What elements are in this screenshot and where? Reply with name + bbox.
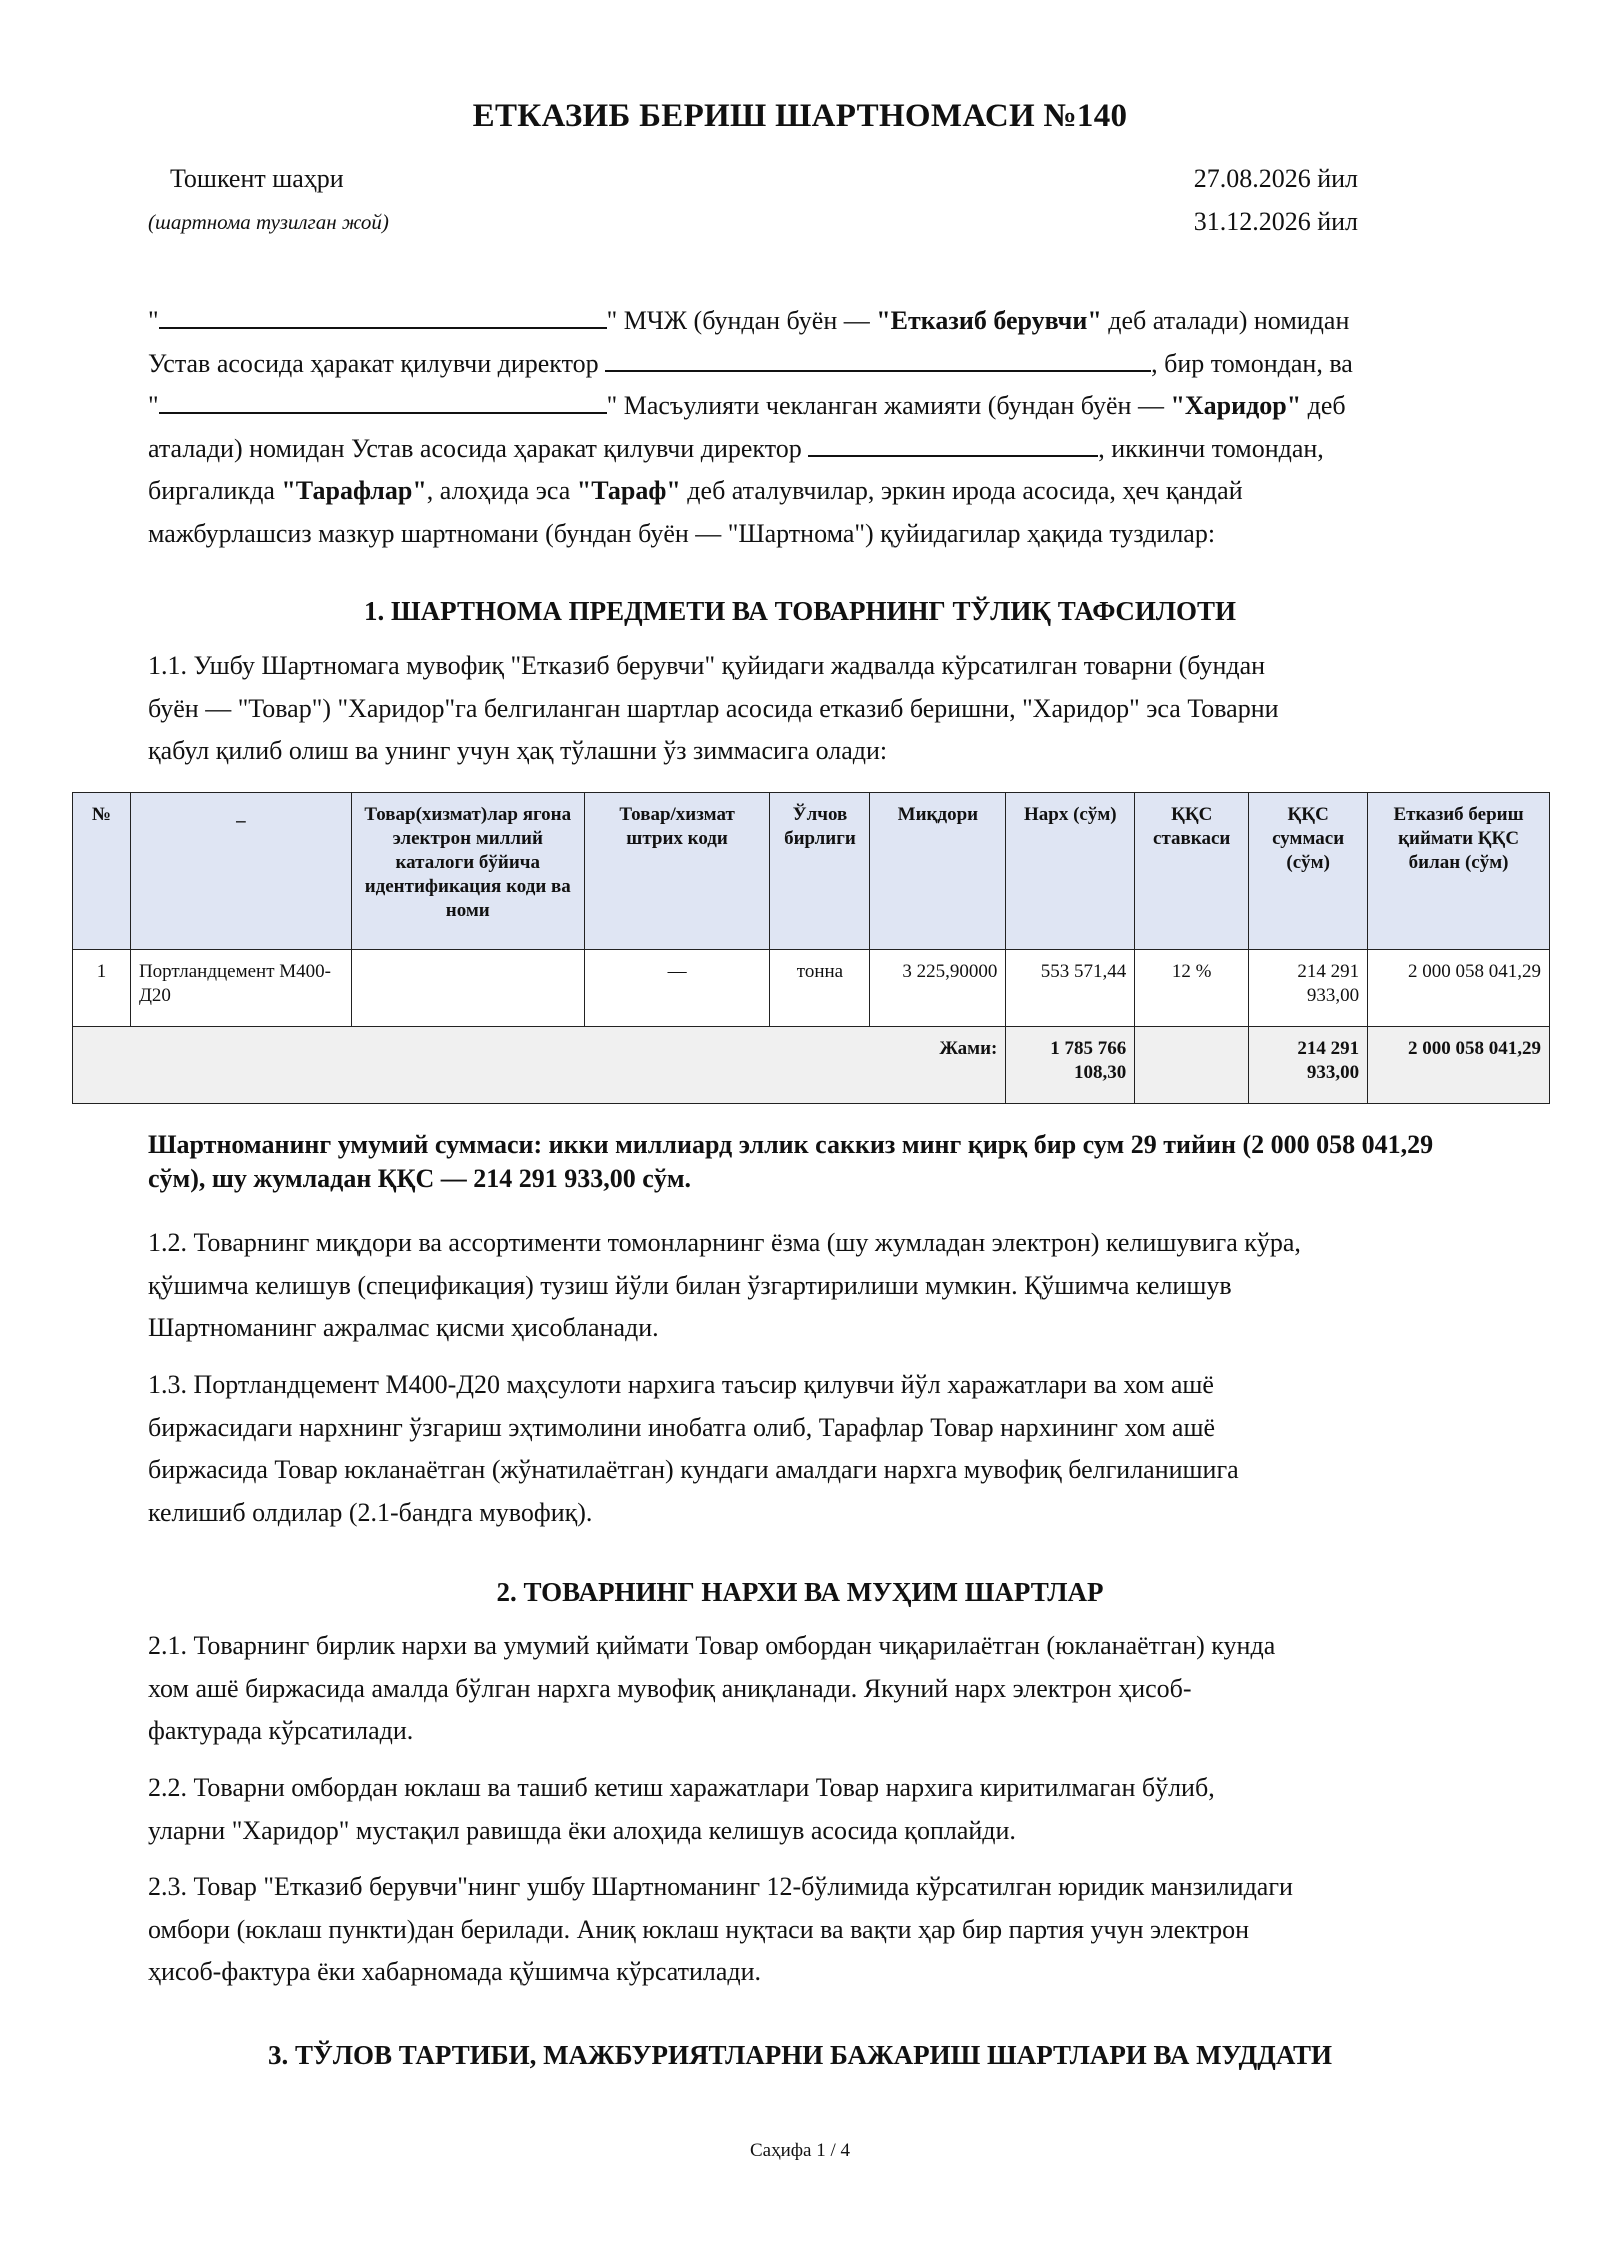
col-header-catalog: Товар(хизмат)лар ягона электрон миллий каталоги бўйича идентификация коди ва номи	[351, 793, 584, 950]
col-header-number: №	[73, 793, 131, 950]
col-header-vat-rate: ҚҚС ставкаси	[1135, 793, 1249, 950]
cell-number: 1	[73, 950, 131, 1027]
col-header-unit: Ўлчов бирлиги	[770, 793, 870, 950]
supplier-name-blank	[159, 300, 607, 329]
table-header-row	[73, 793, 1550, 950]
col-header-vat-sum: ҚҚС суммаси (сўм)	[1249, 793, 1368, 950]
col-header-price: Нарх (сўм)	[1006, 793, 1135, 950]
clause-2-3: 2.3. Товар "Етказиб берувчи"нинг ушбу Шартноманинг 12-бўлимида кўрсатилган юридик манзилидаги омбори (юклаш пункти)дан берилади. Аниқ юклаш нуқтаси ва вақти ҳар бир партия учун электрон ҳисоб-фактура ёки хабарномада қўшимча кўрсатилади.	[148, 1872, 1293, 1986]
table-total-row	[73, 1027, 1550, 1104]
page-number: Саҳифа 1 / 4	[749, 2140, 851, 2161]
preamble-line-1: " " МЧЖ (бундан буён — "Етказиб берувчи" деб аталади) номидан	[148, 300, 1460, 343]
cell-unit: тонна	[770, 950, 870, 1027]
cell-total: 2 000 058 041,29	[1368, 950, 1550, 1027]
contract-total-sum: Шартноманинг умумий суммаси: икки миллиард эллик саккиз минг қирқ бир сум 29 тийин (2 000 058 041,29 сўм), шу жумладан ҚҚС — 214 291 933,00 сўм.	[148, 1130, 1434, 1193]
clause-2-2: 2.2. Товарни омбордан юклаш ва ташиб кетиш харажатлари Товар нархига киритилмаган бўлиб, уларни "Харидор" мустақил равишда ёки алоҳида келишув асосида қоплайди.	[148, 1773, 1215, 1845]
total-vat-rate-empty	[1135, 1027, 1249, 1104]
date-expiry: 31.12.2026 йил	[1193, 207, 1358, 236]
cell-name: Портландцемент М400-Д20	[130, 950, 351, 1027]
date-signed: 27.08.2026 йил	[1193, 164, 1358, 193]
col-header-name: _	[130, 793, 351, 950]
clause-1-3: 1.3. Портландцемент М400-Д20 маҳсулоти нархига таъсир қилувчи йўл харажатлари ва хом ашё биржасидаги нархнинг ўзгариш эҳтимолини инобатга олиб, Тарафлар Товар нархининг хом ашё биржасида Товар юкланаётган (жўнатилаётган) кундаги амалдаги нархга мувофиқ белгиланишига келишиб олдилар (2.1-бандга мувофиқ).	[148, 1370, 1239, 1527]
buyer-director-blank	[808, 428, 1098, 457]
clause-2-1: 2.1. Товарнинг бирлик нархи ва умумий қиймати Товар омбордан чиқарилаётган (юкланаётган) кунда хом ашё биржасида амалда бўлган нархга мувофиқ аниқланади. Якуний нарх электрон ҳисоб- фактурада кўрсатилади.	[148, 1631, 1276, 1745]
cell-catalog	[351, 950, 584, 1027]
section-3-heading: 3. ТЎЛОВ ТАРТИБИ, МАЖБУРИЯТЛАРНИ БАЖАРИШ ШАРТЛАРИ ВА МУДДАТИ	[268, 2040, 1332, 2070]
col-header-barcode: Товар/хизмат штрих коди	[584, 793, 770, 950]
total-vat-sum: 214 291 933,00	[1249, 1027, 1368, 1104]
section-2-heading: 2. ТОВАРНИНГ НАРХИ ВА МУҲИМ ШАРТЛАР	[496, 1577, 1104, 1607]
preamble	[148, 300, 1460, 555]
cell-quantity: 3 225,90000	[870, 950, 1006, 1027]
section-1-heading: 1. ШАРТНОМА ПРЕДМЕТИ ВА ТОВАРНИНГ ТЎЛИҚ ТАФСИЛОТИ	[363, 596, 1237, 626]
goods-table	[72, 792, 1550, 1104]
buyer-name-blank	[159, 385, 607, 414]
supplier-director-blank	[605, 343, 1151, 372]
preamble-line-4: аталади) номидан Устав асосида ҳаракат қилувчи директор , иккинчи томондан,	[148, 428, 1460, 471]
clause-1-1: 1.1. Ушбу Шартномага мувофиқ "Етказиб берувчи" қуйидаги жадвалда кўрсатилган товарни (бундан буён — "Товар") "Харидор"га белгиланган шартлар асосида етказиб беришни, "Харидор" эса Товарни қабул қилиб олиш ва унинг учун ҳақ тўлашни ўз зиммасига олади:	[148, 651, 1279, 765]
cell-vat-sum: 214 291 933,00	[1249, 950, 1368, 1027]
preamble-line-3: " " Масъулияти чекланган жамияти (бундан буён — "Харидор" деб	[148, 385, 1460, 428]
contract-city: Тошкент шаҳри	[170, 164, 344, 193]
table-row	[73, 950, 1550, 1027]
cell-vat-rate: 12 %	[1135, 950, 1249, 1027]
total-price: 1 785 766 108,30	[1006, 1027, 1135, 1104]
total-label: Жами:	[73, 1027, 1006, 1104]
col-header-total: Етказиб бериш қиймати ҚҚС билан (сўм)	[1368, 793, 1550, 950]
col-header-quantity: Миқдори	[870, 793, 1006, 950]
place-note: (шартнома тузилган жой)	[148, 210, 389, 234]
document-title: ЕТКАЗИБ БЕРИШ ШАРТНОМАСИ №140	[472, 98, 1128, 134]
preamble-line-5: биргаликда "Тарафлар", алоҳида эса "Тараф" деб аталувчилар, эркин ирода асосида, ҳеч қандай	[148, 476, 1243, 505]
cell-price: 553 571,44	[1006, 950, 1135, 1027]
total-amount: 2 000 058 041,29	[1368, 1027, 1550, 1104]
cell-barcode: —	[584, 950, 770, 1027]
preamble-line-6: мажбурлашсиз мазкур шартномани (бундан буён — "Шартнома") қуйидагилар ҳақида туздилар:	[148, 518, 1216, 548]
preamble-line-2: Устав асосида ҳаракат қилувчи директор , бир томондан, ва	[148, 343, 1460, 386]
clause-1-2: 1.2. Товарнинг миқдори ва ассортименти томонларнинг ёзма (шу жумладан электрон) келишувига кўра, қўшимча келишув (спецификация) тузиш йўли билан ўзгартирилиши мумкин. Қўшимча келишув Шартноманинг ажралмас қисми ҳисобланади.	[148, 1228, 1301, 1342]
